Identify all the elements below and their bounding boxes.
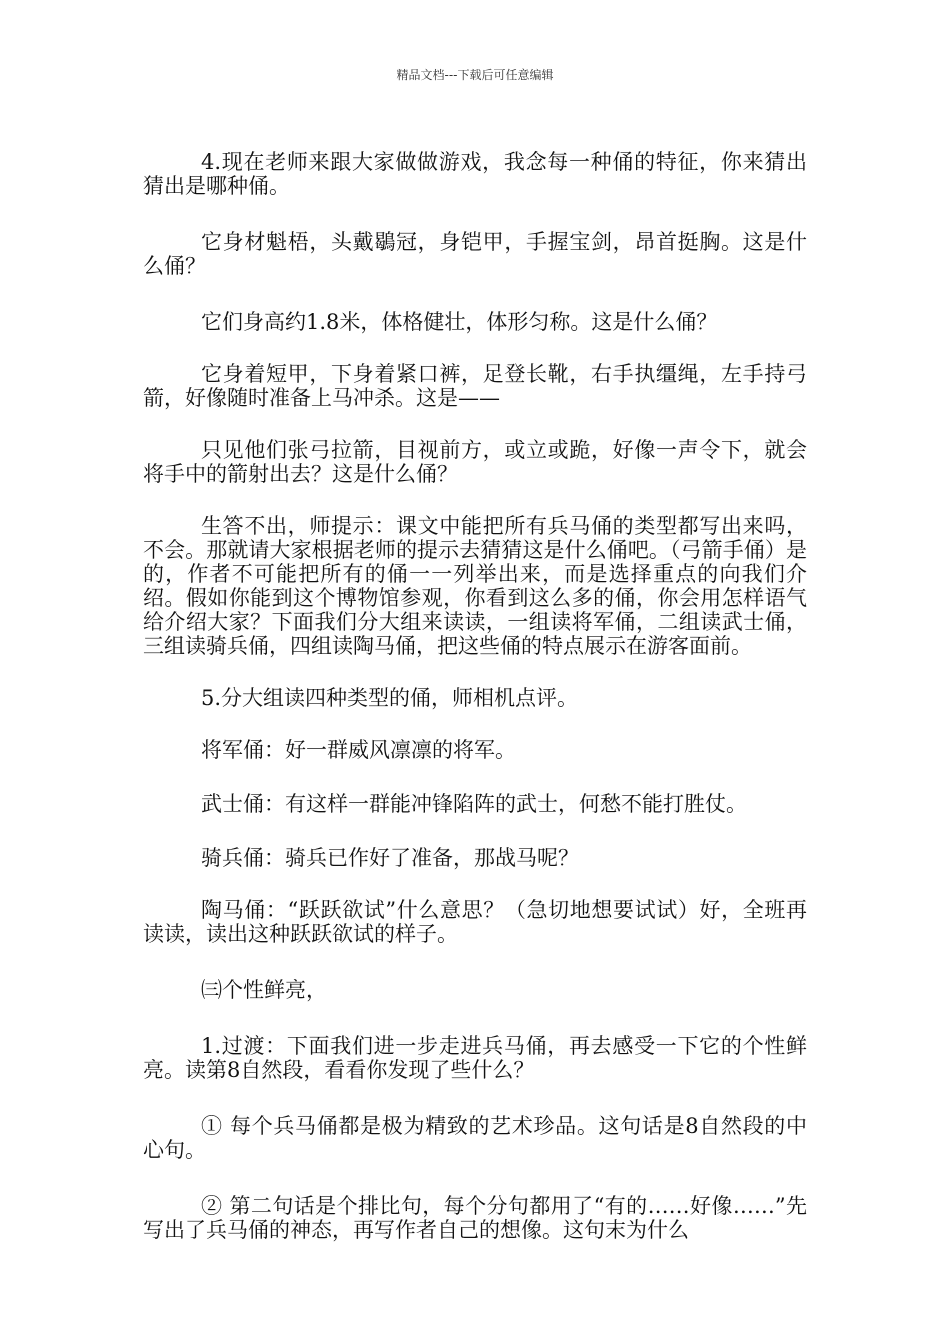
paragraph-group-reading: 5.分大组读四种类型的俑，师相机点评。 bbox=[201, 686, 579, 710]
paragraph-horse-figure: 陶马俑：“跃跃欲试”什么意思？（急切地想要试试）好，全班再读读，读出这种跃跃欲试的样子。 bbox=[143, 898, 807, 946]
paragraph-general-riddle: 它身材魁梧，头戴鶡冠，身铠甲，手握宝剑，昂首挺胸。这是什么俑？ bbox=[143, 230, 807, 278]
paragraph-archer-riddle: 只见他们张弓拉箭，目视前方，或立或跪，好像一声令下，就会将手中的箭射出去？这是什么俑？ bbox=[143, 438, 807, 486]
paragraph-general-figure: 将军俑：好一群威风凛凛的将军。 bbox=[201, 738, 516, 762]
paragraph-warrior-figure: 武士俑：有这样一群能冲锋陷阵的武士，何愁不能打胜仗。 bbox=[201, 792, 747, 816]
paragraph-point-one: ① 每个兵马俑都是极为精致的艺术珍品。这句话是8自然段的中心句。 bbox=[143, 1114, 807, 1162]
paragraph-cavalry-riddle: 它身着短甲，下身着紧口裤，足登长靴，右手执缰绳，左手持弓箭，好像随时准备上马冲杀。这是—— bbox=[143, 362, 807, 410]
paragraph-transition: 1.过渡：下面我们进一步走进兵马俑，再去感受一下它的个性鲜亮。读第8自然段，看看你发现了些什么？ bbox=[143, 1034, 807, 1082]
paragraph-teacher-hint: 生答不出，师提示：课文中能把所有兵马俑的类型都写出来吗，不会。那就请大家根据老师的提示去猜猜这是什么俑吧。（弓箭手俑）是的，作者不可能把所有的俑一一列举出来，而是选择重点的向我们介绍。假如你能到这个博物馆参观，你看到这么多的俑，你会用怎样语气给介绍大家？下面我们分大组来读读，一组读将军俑，二组读武士俑，三组读骑兵俑，四组读陶马俑，把这些俑的特点展示在游客面前。 bbox=[143, 514, 807, 658]
section-heading-personality: ㈢个性鲜亮， bbox=[201, 978, 327, 1002]
page-header: 精品文档---下载后可任意编辑 bbox=[396, 68, 554, 82]
paragraph-game-intro: 4.现在老师来跟大家做做游戏，我念每一种俑的特征，你来猜出猜出是哪种俑。 bbox=[143, 150, 807, 198]
paragraph-warrior-riddle: 它们身高约1.8米，体格健壮，体形匀称。这是什么俑？ bbox=[201, 310, 718, 334]
paragraph-cavalry-figure: 骑兵俑：骑兵已作好了准备，那战马呢？ bbox=[201, 846, 579, 870]
document-body bbox=[143, 150, 807, 1242]
paragraph-point-two: ② 第二句话是个排比句，每个分句都用了“有的……好像……”先写出了兵马俑的神态，再写作者自己的想像。这句末为什么 bbox=[143, 1194, 807, 1242]
